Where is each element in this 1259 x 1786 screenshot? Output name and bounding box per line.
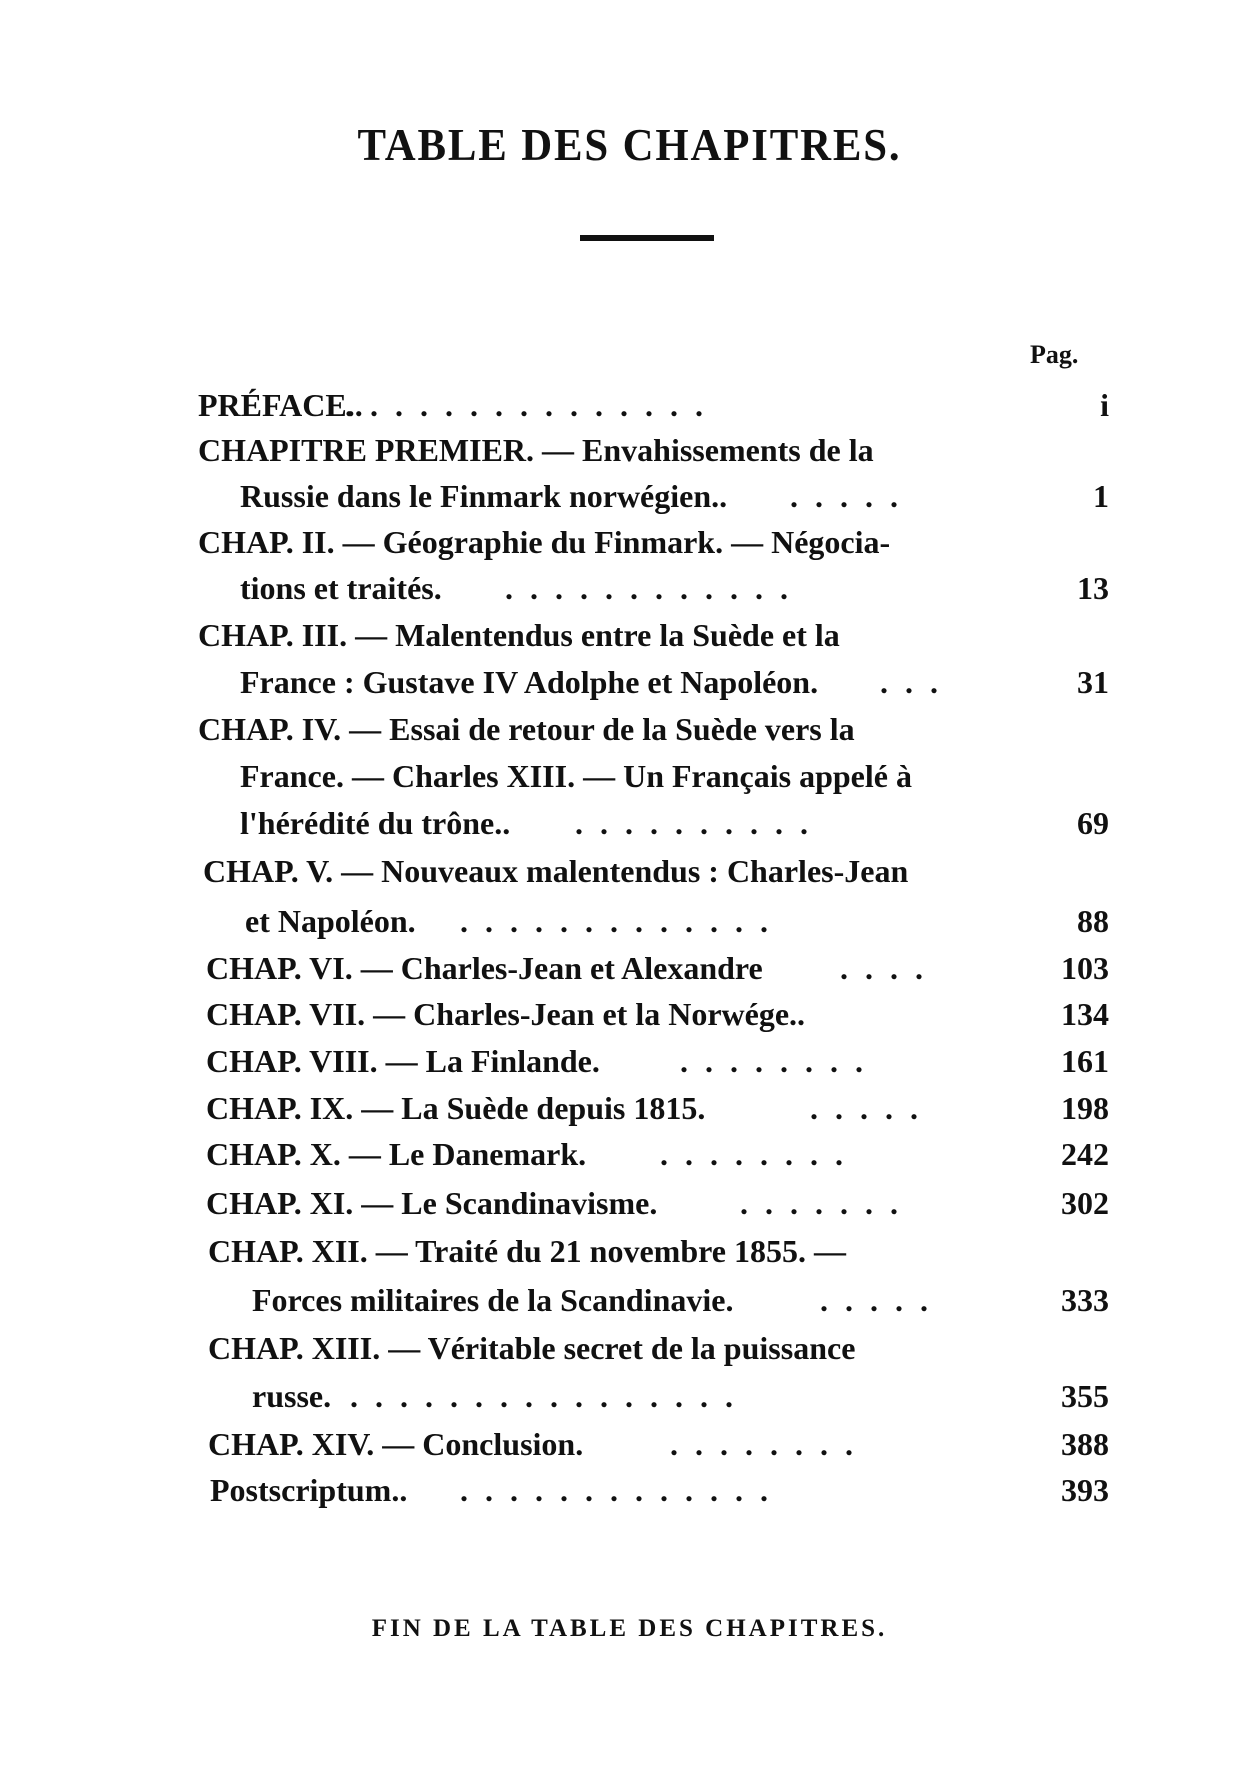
toc-entry-line (210, 1472, 407, 1508)
toc-entry-text: CHAP. V. — Nouveaux malentendus : Charles-Jean (203, 853, 909, 889)
toc-entry-line (208, 1233, 846, 1269)
toc-entry-text: France : Gustave IV Adolphe et Napoléon. (240, 664, 819, 700)
toc-page-number: 333 (1061, 1282, 1109, 1318)
leader-dots: ................ (350, 1378, 750, 1414)
toc-entry-text: PRÉFACE.. (198, 387, 363, 423)
toc-page-number: 388 (1061, 1426, 1109, 1462)
leader-dots: ..... (790, 478, 915, 514)
toc-entry-line (245, 903, 416, 939)
toc-entry-text: CHAP. III. — Malentendus entre la Suède et la (198, 617, 840, 653)
toc-entry-text: l'hérédité du trône.. (240, 805, 511, 841)
toc-entry-text: CHAP. XIII. — Véritable secret de la puissance (208, 1330, 856, 1366)
toc-entry-text: et Napoléon. (245, 903, 416, 939)
toc-page-number: 69 (1077, 805, 1109, 841)
toc-page-number: 103 (1061, 950, 1109, 986)
toc-entry-line (206, 1090, 705, 1126)
toc-entry-line (206, 950, 763, 986)
toc-entry-line (198, 432, 874, 468)
title-rule (580, 235, 714, 241)
page-footer: FIN DE LA TABLE DES CHAPITRES. (371, 1615, 888, 1642)
toc-page-number: 13 (1077, 570, 1109, 606)
toc-entry-text: tions et traités. (240, 570, 442, 606)
toc-entry-text: CHAP. X. — Le Danemark. (206, 1136, 587, 1172)
leader-dots: ............... (345, 387, 720, 423)
toc-page-number: 242 (1061, 1136, 1109, 1172)
toc-page-number: 1 (1093, 478, 1109, 514)
toc-entry-line (206, 1043, 600, 1079)
toc-page-number: 161 (1061, 1043, 1109, 1079)
leader-dots: ... (880, 664, 955, 700)
toc-entry-text: CHAPITRE PREMIER. — Envahissements de la (198, 432, 874, 468)
leader-dots: ........ (680, 1043, 880, 1079)
toc-entry-line (240, 664, 818, 700)
toc-entry-text: Russie dans le Finmark norwégien.. (240, 478, 728, 514)
leader-dots: ....... (740, 1185, 915, 1221)
leader-dots: .......... (575, 805, 825, 841)
toc-entry-text: CHAP. XI. — Le Scandinavisme. (206, 1185, 658, 1221)
toc-page-number: 31 (1077, 664, 1109, 700)
leader-dots: ........ (660, 1136, 860, 1172)
toc-entry-line (240, 570, 442, 606)
toc-page-number: 134 (1061, 996, 1109, 1032)
toc-entry-text: CHAP. IV. — Essai de retour de la Suède vers la (198, 711, 855, 747)
toc-entry-line (206, 996, 805, 1032)
toc-entry-line (198, 387, 363, 423)
toc-entry-line (240, 805, 510, 841)
toc-entry-line (198, 524, 890, 560)
leader-dots: .... (840, 950, 940, 986)
leader-dots: ..... (810, 1090, 935, 1126)
toc-entry-text: Forces militaires de la Scandinavie. (252, 1282, 734, 1318)
leader-dots: ..... (820, 1282, 945, 1318)
toc-entry-text: CHAP. VII. — Charles-Jean et la Norwége.. (206, 996, 806, 1032)
toc-page-number: 355 (1061, 1378, 1109, 1414)
leader-dots: ............ (505, 570, 805, 606)
toc-entry-line (208, 1330, 855, 1366)
toc-entry-text: France. — Charles XIII. — Un Français appelé à (240, 758, 912, 794)
leader-dots: ........ (670, 1426, 870, 1462)
page-column-header: Pag. (1030, 340, 1079, 369)
toc-page-number: 198 (1061, 1090, 1109, 1126)
toc-entry-line (203, 853, 908, 889)
toc-entry-line (240, 478, 727, 514)
toc-entry-text: russe. (252, 1378, 332, 1414)
toc-entry-text: CHAP. XIV. — Conclusion. (208, 1426, 584, 1462)
toc-entry-line (252, 1282, 733, 1318)
leader-dots: ............. (460, 903, 785, 939)
toc-page-number: 393 (1061, 1472, 1109, 1508)
toc-entry-line (206, 1185, 657, 1221)
toc-entry-line (206, 1136, 586, 1172)
toc-entry-line (198, 617, 840, 653)
toc-page-number: i (1100, 387, 1109, 423)
toc-entry-text: CHAP. XII. — Traité du 21 novembre 1855. — (208, 1233, 846, 1269)
toc-page-number: 88 (1077, 903, 1109, 939)
toc-page-number: 302 (1061, 1185, 1109, 1221)
toc-entry-text: CHAP. VI. — Charles-Jean et Alexandre (206, 950, 763, 986)
leader-dots: ............. (460, 1472, 785, 1508)
toc-entry-text: CHAP. IX. — La Suède depuis 1815. (206, 1090, 706, 1126)
page-title: TABLE DES CHAPITRES. (357, 119, 902, 170)
toc-entry-line (208, 1426, 583, 1462)
toc-entry-text: CHAP. II. — Géographie du Finmark. — Négocia- (198, 524, 891, 560)
toc-entry-text: Postscriptum.. (210, 1472, 408, 1508)
toc-entry-text: CHAP. VIII. — La Finlande. (206, 1043, 600, 1079)
toc-entry-line (252, 1378, 331, 1414)
toc-entry-line (198, 711, 855, 747)
toc-entry-line (240, 758, 912, 794)
